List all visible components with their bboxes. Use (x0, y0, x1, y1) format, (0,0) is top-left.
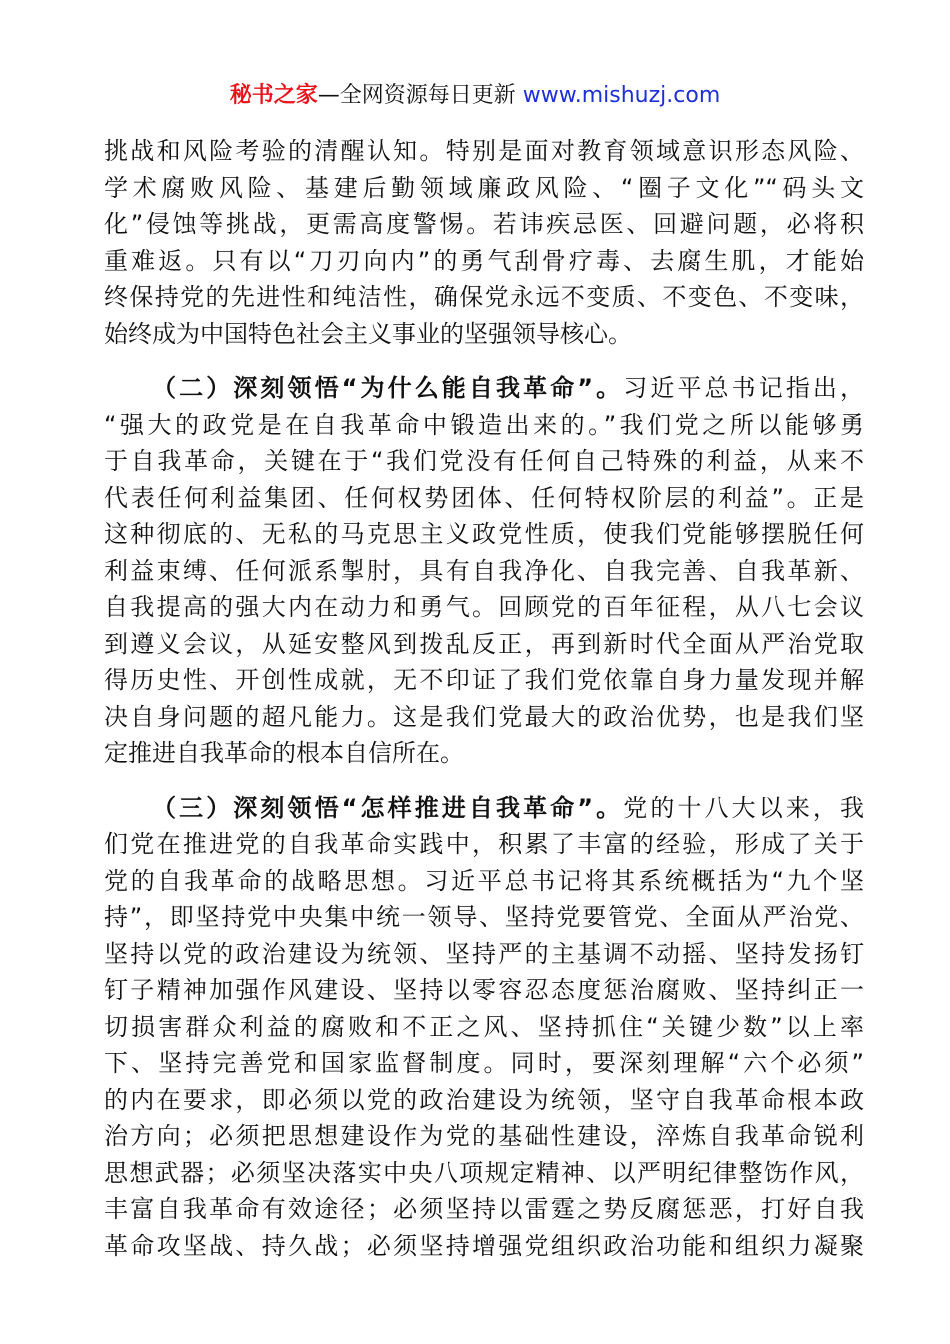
section-heading-line (104, 370, 864, 407)
text-line: 党的自我革命的战略思想。习近平总书记将其系统概括为“九个坚 (104, 866, 864, 895)
text-line: 自我提高的强大内在动力和勇气。回顾党的百年征程，从八七会议 (104, 593, 864, 621)
text-line: 挑战和风险考验的清醒认知。特别是面对教育领域意识形态风险、 (104, 137, 864, 165)
paragraph-2 (104, 370, 864, 772)
section-heading-line (104, 790, 864, 827)
text-line: 这种彻底的、无私的马克思主义政党性质，使我们党能够摆脱任何 (104, 520, 864, 548)
text-line: 革命攻坚战、持久战；必须坚持增强党组织政治功能和组织力凝聚 (104, 1231, 864, 1260)
text-line: “强大的政党是在自我革命中锻造出来的。”我们党之所以能够勇 (104, 410, 864, 439)
text-run: 党的十八大以来，我 (623, 793, 865, 822)
text-line: 始终成为中国特色社会主义事业的坚强领导核心。 (104, 319, 632, 348)
text-line: 的内在要求，即必须以党的政治建设为统领，坚守自我革命根本政 (104, 1085, 864, 1114)
text-line: 终保持党的先进性和纯洁性，确保党永远不变质、不变色、不变味， (104, 283, 864, 311)
text-line: 决自身问题的超凡能力。这是我们党最大的政治优势，也是我们坚 (104, 702, 864, 731)
text-line: 持”，即坚持党中央集中统一领导、坚持党要管党、全面从严治党、 (104, 903, 864, 931)
text-line: 化”侵蚀等挑战，更需高度警惕。若讳疾忌医、回避问题，必将积 (104, 210, 864, 238)
text-line: 利益束缚、任何派系掣肘，具有自我净化、自我完善、自我革新、 (104, 556, 864, 585)
document-body (104, 133, 864, 1264)
paragraph-1 (104, 133, 864, 352)
text-line: 定推进自我革命的根本自信所在。 (104, 739, 464, 767)
text-line: 学术腐败风险、基建后勤领域廉政风险、“圈子文化”“码头文 (104, 173, 864, 202)
page-header (0, 80, 950, 112)
text-run: 习近平总书记指出， (623, 374, 865, 402)
text-line: 到遵义会议，从延安整风到拨乱反正，再到新时代全面从严治党取 (104, 629, 864, 658)
text-line: 思想武器；必须坚决落实中央八项规定精神、以严明纪律整饬作风， (104, 1158, 864, 1187)
section-heading: （三）深刻领悟“怎样推进自我革命”。 (152, 793, 624, 822)
paragraph-3 (104, 790, 864, 1265)
text-line: 钉子精神加强作风建设、坚持以零容忍态度惩治腐败、坚持纠正一 (104, 976, 864, 1004)
text-line: 于自我革命，关键在于“我们党没有任何自己特殊的利益，从来不 (104, 447, 864, 475)
text-line: 下、坚持完善党和国家监督制度。同时，要深刻理解“六个必须” (104, 1049, 864, 1077)
text-line: 切损害群众利益的腐败和不正之风、坚持抓住“关键少数”以上率 (104, 1012, 864, 1041)
section-heading: （二）深刻领悟“为什么能自我革命”。 (152, 374, 624, 402)
text-line: 代表任何利益集团、任何权势团体、任何特权阶层的利益”。正是 (104, 483, 864, 512)
text-line: 得历史性、开创性成就，无不印证了我们党依靠自身力量发现并解 (104, 666, 864, 694)
site-url-link[interactable]: www.mishuzj.com (522, 83, 721, 108)
text-line: 们党在推进党的自我革命实践中，积累了丰富的经验，形成了关于 (104, 830, 864, 858)
text-line: 坚持以党的政治建设为统领、坚持严的主基调不动摇、坚持发扬钉 (104, 939, 864, 968)
text-line: 重难返。只有以“刀刃向内”的勇气刮骨疗毒、去腐生肌，才能始 (104, 246, 864, 275)
text-line: 丰富自我革命有效途径；必须坚持以雷霆之势反腐惩恶，打好自我 (104, 1195, 864, 1223)
text-line: 治方向；必须把思想建设作为党的基础性建设，淬炼自我革命锐利 (104, 1122, 864, 1150)
site-tagline: —全网资源每日更新 (317, 83, 516, 108)
site-brand: 秘书之家 (229, 83, 318, 108)
